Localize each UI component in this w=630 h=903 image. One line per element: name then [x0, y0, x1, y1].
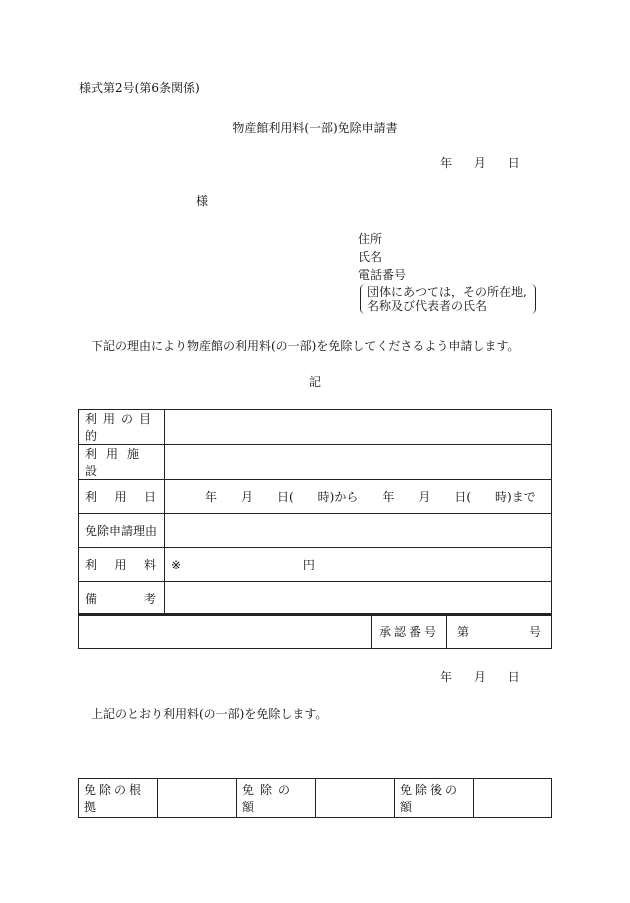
table-row	[79, 779, 552, 818]
fee-label: 利 用 料	[79, 548, 165, 582]
addressee-honorific: 様	[196, 194, 209, 208]
phone-label: 電話番号	[358, 268, 407, 282]
reason-label: 免除申請理由	[79, 514, 165, 548]
exemption-amount-field[interactable]	[316, 779, 395, 818]
approval-number-label: 承認番号	[372, 614, 447, 649]
remarks-label: 備 考	[79, 582, 165, 616]
date-field[interactable]: 年 月 日( 時)から 年 月 日( 時)まで	[165, 480, 552, 514]
date-month: 月	[473, 156, 486, 170]
fee-field[interactable]	[165, 548, 552, 582]
exemption-basis-label: 免除の根拠	[79, 779, 158, 818]
date-year: 年	[440, 670, 453, 684]
applicant-block	[358, 230, 406, 284]
note-line-1: 団体にあつては，その所在地,	[367, 285, 527, 299]
application-statement: 下記の理由により物産館の利用料(の一部)を免除してくださるよう申請します。	[91, 339, 520, 353]
table-row	[79, 514, 552, 548]
note-line-2: 名称及び代表者の氏名	[367, 299, 488, 313]
purpose-field[interactable]	[165, 410, 552, 445]
exemption-table	[78, 778, 552, 818]
ki-heading: 記	[308, 375, 321, 389]
document-title: 物産館利用料(一部)免除申請書	[232, 121, 398, 135]
date-day: 日	[507, 156, 520, 170]
remarks-field[interactable]	[165, 582, 552, 616]
date-day: 日	[507, 670, 520, 684]
address-label: 住所	[358, 232, 383, 246]
name-label: 氏名	[358, 250, 383, 264]
table-row	[79, 445, 552, 480]
facility-label: 利用施設	[79, 445, 165, 480]
table-row	[79, 614, 552, 649]
organization-note	[360, 284, 536, 314]
amount-after-exemption-label: 免除後の額	[395, 779, 474, 818]
table-row	[79, 480, 552, 514]
date-month: 月	[473, 670, 486, 684]
date-label: 利 用 日	[79, 480, 165, 514]
fee-unit: 円	[302, 558, 315, 572]
table-row	[79, 548, 552, 582]
fee-mark: ※	[171, 558, 182, 572]
application-date	[440, 156, 520, 170]
exemption-statement: 上記のとおり利用料(の一部)を免除します。	[91, 707, 328, 721]
date-year: 年	[440, 156, 453, 170]
table-row	[79, 410, 552, 445]
approval-number-field[interactable]: 第 号	[447, 614, 552, 649]
purpose-label: 利用の目的	[79, 410, 165, 445]
reason-field[interactable]	[165, 514, 552, 548]
table-row	[79, 582, 552, 616]
amount-after-exemption-field[interactable]	[474, 779, 552, 818]
form-number-label: 様式第2号(第6条関係)	[79, 81, 200, 95]
exemption-amount-label: 免除の額	[237, 779, 316, 818]
exemption-basis-field[interactable]	[158, 779, 237, 818]
exemption-date	[440, 670, 520, 684]
approval-table	[78, 613, 552, 649]
application-table	[78, 409, 552, 616]
facility-field[interactable]	[165, 445, 552, 480]
approval-blank-cell	[79, 614, 372, 649]
